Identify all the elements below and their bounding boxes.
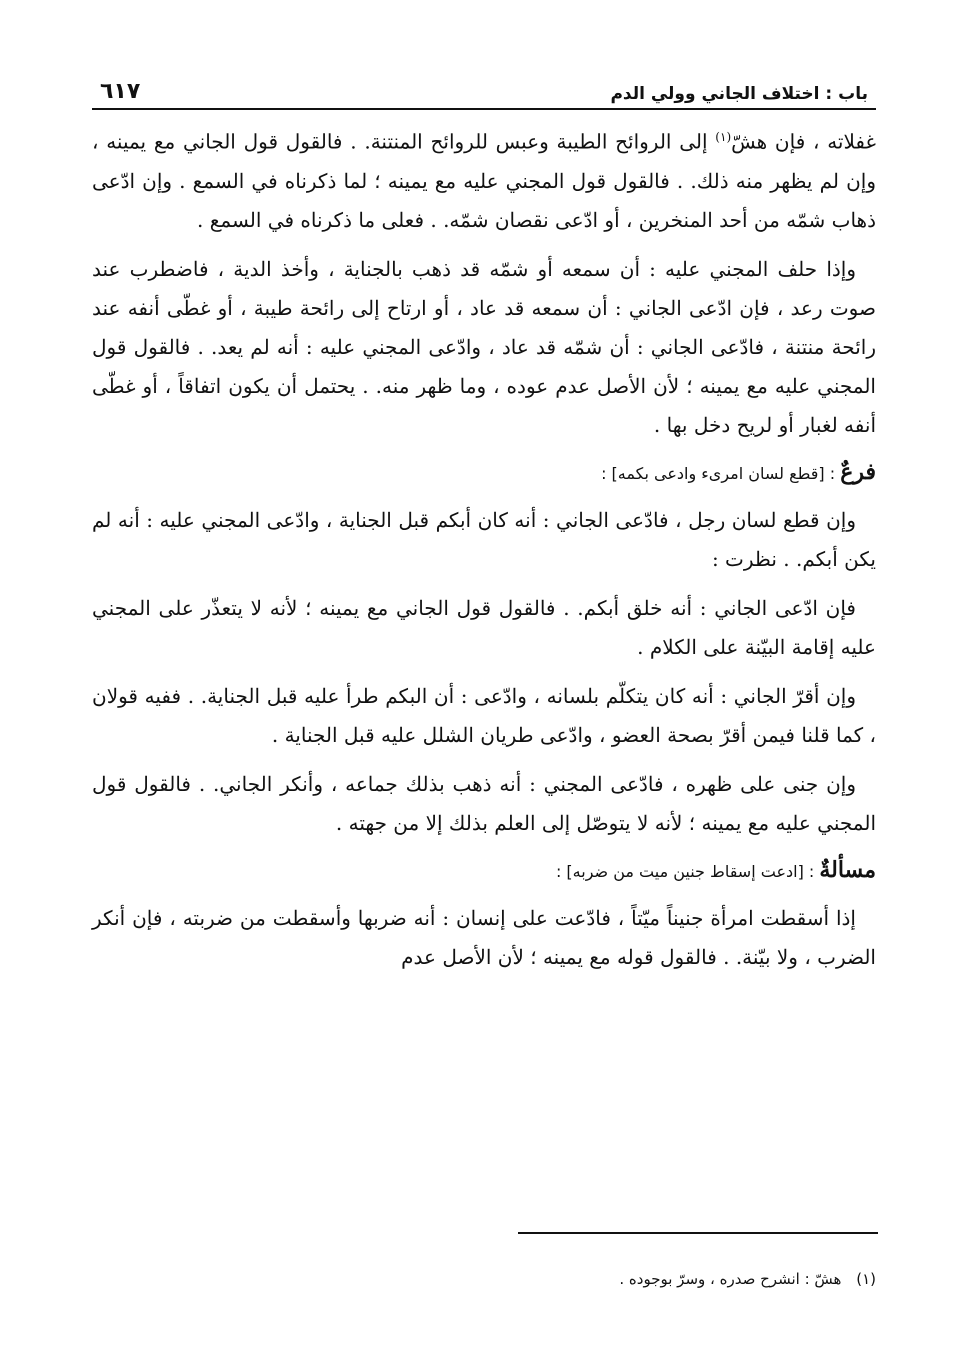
running-header xyxy=(92,70,876,110)
footnote-divider xyxy=(518,1232,878,1234)
section-heading xyxy=(92,853,876,889)
footnote-number: (١) xyxy=(856,1270,876,1288)
paragraph: وإن جنى على ظهره ، فادّعى المجني : أنه ذهب بذلك جماعه ، وأنكر الجاني. . فالقول قول المجني عليه مع يمينه ؛ لأنه لا يتوصّل إلى العلم بذلك إلا من جهته . xyxy=(92,771,876,835)
heading-title: : [ادعت إسقاط جنين ميت من ضربه] : xyxy=(555,861,820,881)
paragraph: فإن ادّعى الجاني : أنه خلق أبكم. . فالقول قول الجاني مع يمينه ؛ لأنه لا يتعذّر على المجني عليه إقامة البيّنة على الكلام . xyxy=(92,595,876,659)
page-number: ٦١٧ xyxy=(100,79,141,104)
paragraph: وإن قطع لسان رجل ، فادّعى الجاني : أنه كان أبكم قبل الجناية ، وادّعى المجني عليه : أنه لم يكن أبكم. . نظرت : xyxy=(92,507,876,571)
paragraph: إذا أسقطت امرأة جنيناً ميّتاً ، فادّعت على إنسان : أنه ضربها وأسقطت من ضربته ، فإن أنكر الضرب ، ولا بيّنة. . فالقول قوله مع يمينه ؛ لأن الأصل عدم xyxy=(92,905,876,969)
section-heading xyxy=(92,455,876,491)
chapter-title: باب : اختلاف الجاني وولي الدم xyxy=(610,84,868,104)
paragraph: وإذا حلف المجني عليه : أن سمعه أو شمّه قد ذهب بالجناية ، وأخذ الدية ، فاضطرب عند صوت رعد ، فإن ادّعى الجاني : أن سمعه قد عاد ، أو ارتاح إلى رائحة طيبة ، أو غطّى أنفه عند رائحة منتنة ، فادّعى الجاني : أن شمّه قد عاد ، وادّعى المجني عليه : أنه لم يعد. . فالقول قول المجني عليه مع يمينه ؛ لأن الأصل عدم عوده ، وما ظهر منه. . يحتمل أن يكون اتفاقاً ، أو غطّى أنفه لغبار أو لريح دخل بها . xyxy=(92,256,876,437)
heading-label: فرعٌ xyxy=(840,458,876,485)
footnote xyxy=(619,1270,876,1288)
heading-title: : [قطع لسان امرىء وادعى بكمه] : xyxy=(601,463,841,483)
footnote-ref: (١) xyxy=(715,130,732,144)
heading-label: مسألةٌ xyxy=(819,856,876,883)
paragraph: غفلاته ، فإن هشّ$^{(١)}$ إلى الروائح الطيبة وعبس للروائح المنتنة. . فالقول قول الجاني مع يمينه ، وإن لم يظهر منه ذلك. . فالقول قول المجني عليه مع يمينه ؛ لما ذكرناه في السمع . وإن ادّعى ذهاب شمّه من أحد المنخرين ، أو ادّعى نقصان شمّه. . فعلى ما ذكرناه في السمع . xyxy=(92,129,876,232)
paragraph: وإن أقرّ الجاني : أنه كان يتكلّم بلسانه ، وادّعى : أن البكم طرأ عليه قبل الجناية. . ففيه قولان ، كما قلنا فيمن أقرّ بصحة العضو ، وادّعى طريان الشلل عليه قبل الجناية . xyxy=(92,683,876,747)
page-body xyxy=(92,110,876,977)
book-page xyxy=(92,70,876,1340)
footnote-text: هشّ : انشرح صدره ، وسرّ بوجوده . xyxy=(619,1270,842,1288)
